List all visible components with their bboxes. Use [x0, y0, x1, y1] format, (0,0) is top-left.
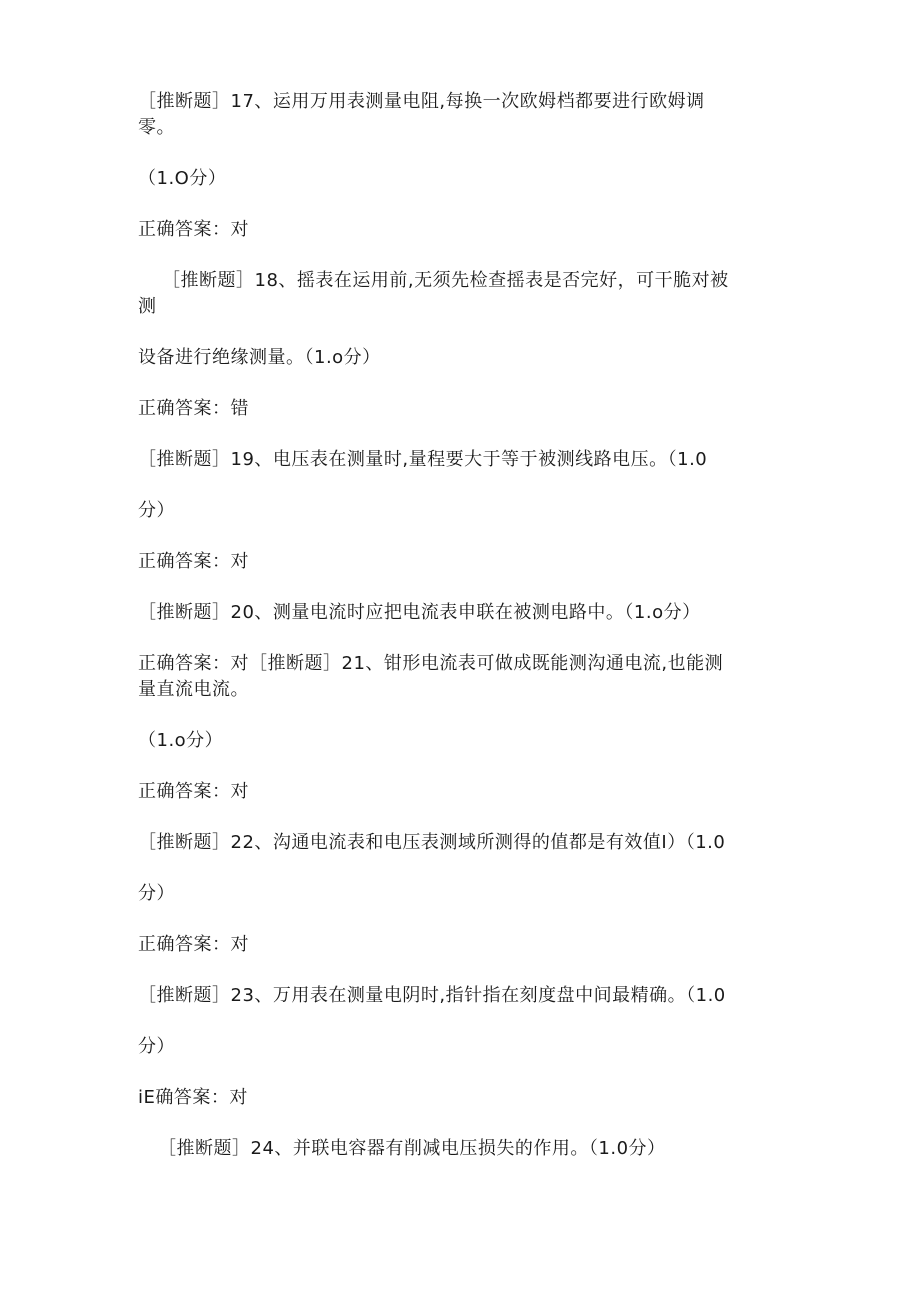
answer-20-question-21-line-1: 正确答案：对［推断题］21、钳形电流表可做成既能测沟通电流,也能测 [138, 653, 724, 674]
question-22-line-2: 分） [138, 883, 175, 904]
question-17-line-2: 零。 [138, 117, 175, 138]
question-21-score: （1.o分） [138, 730, 224, 751]
answer-18: 正确答案：错 [138, 398, 249, 419]
question-20: ［推断题］20、测量电流时应把电流表申联在被测电路中。（1.o分） [138, 602, 701, 623]
answer-17: 正确答案：对 [138, 219, 249, 240]
question-19-line-2: 分） [138, 500, 175, 521]
question-21-line-2: 量直流电流。 [138, 679, 249, 700]
answer-23: iE确答案：对 [138, 1087, 248, 1108]
answer-21: 正确答案：对 [138, 781, 249, 802]
question-18-line-1: ［推断题］18、摇表在运用前,无须先检查摇表是否完好，可干脆对被 [162, 270, 729, 291]
question-23-line-1: ［推断题］23、万用表在测量电阴时,指针指在刻度盘中间最精确。（1.0 [138, 985, 726, 1006]
question-24: ［推断题］24、并联电容器有削减电压损失的作用。（1.0分） [158, 1138, 666, 1159]
question-22-line-1: ［推断题］22、沟通电流表和电压表测域所测得的值都是有效值I）（1.0 [138, 832, 726, 853]
question-18-line-3: 设备进行绝缘测量。（1.o分） [138, 347, 381, 368]
answer-19: 正确答案：对 [138, 551, 249, 572]
answer-22: 正确答案：对 [138, 934, 249, 955]
question-17-score: （1.O分） [138, 168, 227, 189]
question-17-line-1: ［推断题］17、运用万用表测量电阻,每换一次欧姆档都要进行欧姆调 [138, 91, 705, 112]
question-23-line-2: 分） [138, 1036, 175, 1057]
question-19-line-1: ［推断题］19、电压表在测量时,量程要大于等于被测线路电压。（1.0 [138, 449, 708, 470]
question-18-line-2: 测 [138, 296, 157, 317]
